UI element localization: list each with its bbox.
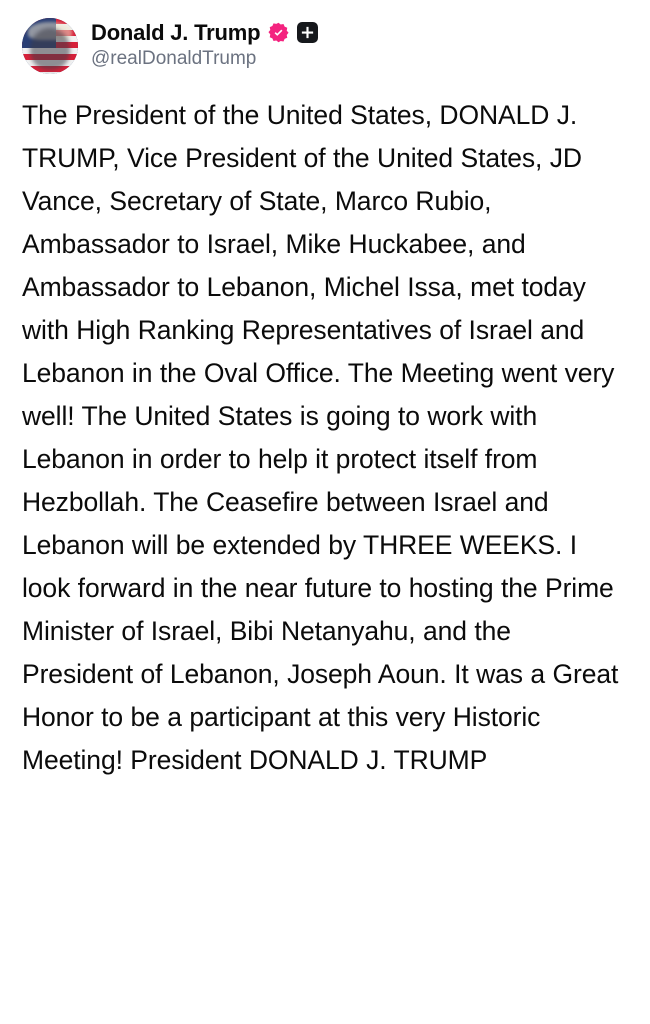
author-display-name[interactable]: Donald J. Trump xyxy=(91,20,261,45)
plus-badge-icon[interactable] xyxy=(297,22,318,43)
avatar-face xyxy=(30,28,70,70)
verified-check-icon[interactable] xyxy=(268,22,289,43)
post-text: The President of the United States, DONALD J. TRUMP, Vice President of the United States, JD Vance, Secretary of State, Marco Rubio, Ambassador to Israel, Mike Huckabee, and Ambassador to Lebanon, Michel Issa, met today with High Ranking Representatives of Israel and Lebanon in the Oval Office. The Meeting went very well! The United States is going to work with Lebanon in order to help it protect itself from Hezbollah. The Ceasefire between Israel and Lebanon will be extended by THREE WEEKS. I look forward in the near future to hosting the Prime Minister of Israel, Bibi Netanyahu, and the President of Lebanon, Joseph Aoun. It was a Great Honor to be a participant at this very Historic Meeting! President DONALD J. TRUMP xyxy=(22,100,626,775)
post-header xyxy=(22,18,628,74)
avatar[interactable] xyxy=(22,18,78,74)
author-name-row xyxy=(91,20,318,45)
author-info xyxy=(91,18,318,71)
author-handle[interactable]: @realDonaldTrump xyxy=(91,48,257,70)
